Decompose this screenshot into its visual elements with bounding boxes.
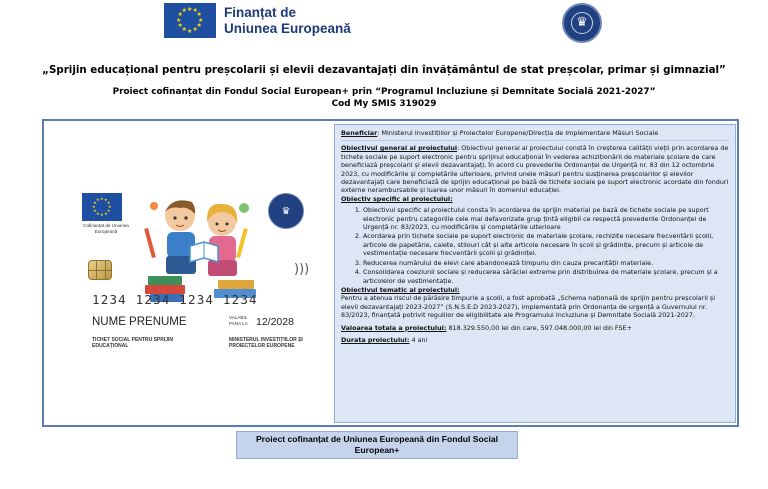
- subtitle-line1: Proiect cofinanțat din Fondul Social European+ prin “Programul Incluziune și Demnitate Socială 2021-2027”: [112, 87, 656, 97]
- eu-star-icon: ★: [100, 196, 104, 201]
- specific-objective-label: Obiectiv specific al proiectului:: [341, 194, 453, 203]
- cofinancing-notice: [236, 431, 518, 459]
- card-valid-date: 12/2028: [256, 316, 294, 328]
- page-subtitle: [0, 86, 768, 110]
- card-eu-text: Cofinanțat de Uniunea Europeană: [83, 223, 129, 234]
- eu-star-icon: ★: [192, 6, 198, 14]
- government-seal-icon: ♛: [562, 3, 602, 43]
- duration-text: 4 ani: [409, 335, 428, 344]
- eu-text-line1: Finanțat de: [224, 4, 297, 20]
- general-objective-text: : Obiectivul general al proiectului constă în creșterea calității vieții prin acordarea de tichete sociale pe suport electronic pentru sprijinul educațional în vederea achiziționării de materiale școlare de care beneficiază preșcolarii și elevii dezavantajați, în acord cu prevederile Ordonanței de Urgență nr. 83 din 12 octombrie 2023, cu modificările și completările ulterioare, privind unele măsuri pentru susținerea preșcolarilor și elevilor dezavantajați care beneficiază de sprijin educațional pe bază de tichete sociale pe suport electronic acordate din fonduri externe nerambursabile și luarea unor măsuri în domeniul educației.: [341, 144, 729, 195]
- list-item: 4. Consolidarea coeziunii sociale și reducerea sărăciei extreme prin distribuirea de materiale școlare, precum și a articolelor de vestimentație.: [363, 268, 729, 285]
- general-objective: [341, 144, 729, 194]
- eu-star-icon: ★: [192, 26, 198, 34]
- eu-star-icon: ★: [176, 16, 182, 24]
- thematic-objective-label: Obiectivul tematic al proiectului:: [341, 285, 460, 294]
- eu-star-icon: ★: [100, 212, 104, 217]
- eu-star-icon: ★: [181, 26, 187, 34]
- beneficiar-row: [341, 129, 729, 137]
- eu-flag-icon: [164, 3, 216, 38]
- divider: [341, 140, 729, 141]
- eu-star-icon: ★: [93, 200, 97, 205]
- eu-text-line2: Uniunea Europeană: [224, 20, 351, 36]
- eu-star-icon: ★: [187, 27, 193, 35]
- eu-star-icon: ★: [92, 204, 96, 209]
- cofinancing-line2: European+: [354, 445, 400, 455]
- eu-star-icon: ★: [104, 210, 108, 216]
- beneficiar-label: Beneficiar: [341, 129, 378, 137]
- list-item: 2. Acordarea prin tichete sociale pe suport electronic de materiale școlare, rechizite necesare frecventării școlii, articole de papetărie, caiete, stilouri cât și alte articole necesare în școli și grădinițe, precum și articole de vestimentație necesare frecventării școlii și grădiniței.: [363, 232, 729, 257]
- duration-row: [341, 336, 729, 344]
- card-eu-flag-icon: [82, 193, 122, 221]
- total-value-label: Valoarea totala a proiectului:: [341, 323, 447, 332]
- card-number: 1234 1234 1234 1234: [92, 292, 258, 307]
- eu-funding-text: [224, 5, 351, 37]
- children-reading-illustration: [140, 188, 260, 306]
- page-title: „Sprijin educațional pentru preșcolarii și elevii dezavantajați din învățământul de stat preșcolar, primar și gimnazial”: [42, 64, 726, 76]
- card-government-seal-icon: ♛: [268, 193, 304, 229]
- eu-star-icon: ★: [108, 204, 112, 209]
- card-minister-label: MINISTERUL INVESTIȚIILOR ȘI PROIECTELOR EUROPENE: [229, 337, 303, 349]
- total-value-row: [341, 324, 729, 332]
- list-item: 1. Obiectivul specific al proiectului consta în acordarea de sprijin material pe bază de tichete sociale pe suport electronic pentru categoriile cele mai defavorizate grup țintă eligibil ce respectă prevederile Ordonanței de Urgență nr. 83/2023, cu modificările și completările ulterioare: [363, 206, 729, 231]
- project-info-panel: [334, 124, 736, 423]
- card-ticket-label: TICHET SOCIAL PENTRU SPRIJIN EDUCAȚIONAL: [92, 337, 174, 349]
- card-valid-label: VALABIL PANA LA: [229, 315, 248, 326]
- eu-star-icon: ★: [104, 197, 108, 203]
- thematic-objective-text: Pentru a atenua riscul de părăsire timpurie a școlii, a fost aprobată „Schema națională de sprijin pentru preșcolarii și elevii dezavantajați 2023-2027” (S.N.S.E.D 2023-2027), implementată prin Ordonanța de urgență a Guvernului nr. 83/2023, finanțată potrivit regulilor de eligibilitate ale Programului Incluziune și Demnitate Socială 2021-2027.: [341, 294, 716, 320]
- cofinancing-line1: Proiect cofinanțat de Uniunea Europeană din Fondul Social: [255, 434, 499, 444]
- beneficiar-text: : Ministerul Investițiilor și Proiectelor Europene/Direcția de Implementare Măsuri Sociale: [377, 129, 659, 137]
- eu-star-icon: ★: [196, 11, 202, 18]
- eu-star-icon: ★: [198, 16, 204, 24]
- card-holder-name: NUME PRENUME: [92, 316, 187, 328]
- eu-star-icon: ★: [196, 22, 202, 29]
- contactless-icon: ))): [294, 262, 310, 277]
- eu-star-icon: ★: [177, 22, 183, 29]
- eu-star-icon: ★: [106, 208, 111, 213]
- eu-star-icon: ★: [96, 197, 100, 203]
- eu-star-icon: ★: [96, 210, 100, 216]
- subtitle-smis-code: Cod My SMIS 319029: [331, 99, 437, 109]
- specific-objective-list: [363, 206, 729, 285]
- sim-chip-icon: [88, 260, 112, 280]
- total-value-text: 818.329.550,00 lei din care, 597.048.000,00 lei din FSE+: [446, 323, 632, 332]
- eu-star-icon: ★: [177, 11, 183, 18]
- eu-star-icon: ★: [93, 208, 97, 213]
- eu-star-icon: ★: [187, 5, 193, 13]
- duration-label: Durata proiectului:: [341, 335, 410, 344]
- general-objective-label: Obiectivul general al proiectului: [341, 144, 458, 153]
- eu-star-icon: ★: [181, 6, 187, 14]
- eu-funding-logo: [164, 3, 351, 38]
- eu-star-icon: ★: [106, 200, 111, 205]
- list-item: 3. Reducerea numărului de elevi care abandonează timpuriu din cauza precarității materiale.: [363, 259, 729, 267]
